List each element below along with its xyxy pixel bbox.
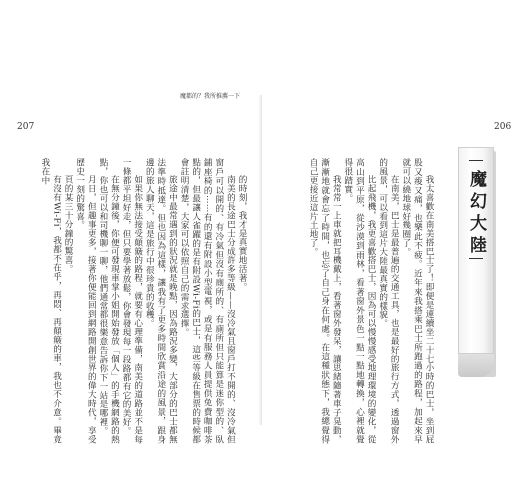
body-paragraph: 月日，但趣事更多，接著你便能回到網路開創世界的偉大時代，享受歷史一刻的驚喜。 (74, 158, 97, 444)
body-paragraph: 在無分鐘後，你便可發現車掌小姐開始發放「個人」的手機網路的熱點，你也可以和司機聊一聊，他們通常都很樂意告訴你下一站是哪裡。 (97, 158, 120, 444)
page-number-left: 207 (17, 122, 35, 132)
ribbon-face (458, 147, 494, 354)
body-paragraph: 旅途中最常遇到的狀況就是晚點，因為路況多變，大部分的巴士都無法準時抵達。但也因為這樣，讓我有了更多時間欣賞沿途的風景，跟身邊的旅人聊天，這是旅行中很珍貴的收穫。 (144, 158, 178, 444)
right-page-body (284, 158, 434, 444)
page-number-right: 206 (494, 122, 512, 132)
ribbon-rule-top (469, 160, 483, 161)
body-paragraph: 如果你無法接受顛簸的路程，就要有心理準備，南美的道路並不是每一條都平坦好走，但只要學著放鬆，你會發現每一段路都有它的美好。 (121, 158, 143, 444)
body-paragraph: 我太喜歡在南美搭巴士了！即便是連續坐二十七小時的巴士，坐到屁股又痠又痛，也樂此不疲。近年來我搭乘巴士所跑過的路程，加起來早就可以繞地球好幾圈了。 (400, 158, 434, 444)
body-paragraph: 我常常一上車就把耳機戴上，看著窗外發呆，讓思緒隨著車子晃動，漸漸地就會忘了時間，也忘了自己身在何處。在這種狀態下，我總覺得自己更接近這片土地了。 (308, 158, 342, 444)
body-paragraph: 頁的某三十分鐘的驚喜。 (63, 175, 74, 274)
ribbon-rule-bottom (469, 258, 483, 259)
chapter-ribbon (458, 147, 496, 377)
right-page (262, 0, 520, 500)
chapter-title: 魔幻大陸 (466, 170, 486, 258)
body-paragraph: 南美的長途巴士分成許多等級——沒冷氣且窗戶打不開的、沒冷氣但窗戶可以開的、有冷氣但沒有廁所的、有廁所但只能算是迷你型的、臥鋪座椅的⋯⋯有的還有附設小型電視，或是有服務人員提供免費咖啡茶點的，但最讓人雀躍的是有附設Wi-Fi的巴士，這些等級在售票的時候都會註明清楚，大家可以依照自己的需求選擇。 (179, 158, 236, 444)
body-paragraph: 有沒有Wi-Fi，我都不在乎，再悶、再顛簸的車，我也不介意。畢竟我在中 (39, 158, 62, 444)
body-paragraph: 在南美，巴士是最普遍的交通工具，也是最好的旅行方式，透過窗外的風景，可以看到這片大陸最真實的樣貌。 (377, 158, 400, 444)
running-head: 魔都的？我所推薦一下 (180, 93, 241, 100)
body-paragraph: 比起飛機，我更喜歡搭巴士，因為可以慢慢感受地理環境的變化，從高山到平原，從沙漠到雨林，看著窗外景色一點一點地轉換，心裡就覺得很踏實。 (342, 158, 377, 444)
body-paragraph: 的時刻，我才是真實地活著。 (237, 175, 247, 292)
left-page-body (39, 158, 247, 444)
